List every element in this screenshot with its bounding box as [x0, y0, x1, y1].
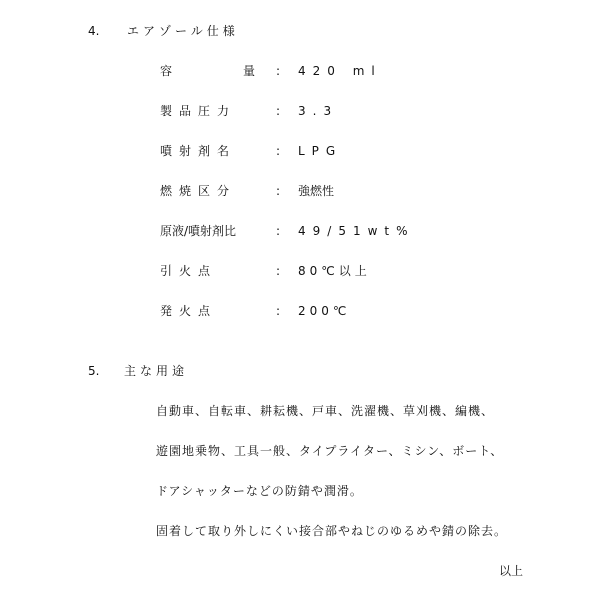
spec-propellant-label: 噴射剤名: [160, 144, 237, 158]
spec-capacity-label-b: 量: [243, 64, 256, 78]
spec-pressure-value: 3.3: [298, 104, 339, 118]
spec-ignition-colon: :: [276, 304, 281, 318]
section4-title: エアゾール仕様: [127, 24, 239, 38]
spec-ratio-label: 原液/噴射剤比: [160, 224, 237, 238]
usage-line-3: ドアシャッターなどの防錆や潤滑。: [156, 484, 363, 498]
spec-combustion-colon: :: [276, 184, 281, 198]
usage-line-1: 自動車、自転車、耕耘機、戸車、洗濯機、草刈機、編機、: [156, 404, 495, 418]
usage-line-4: 固着して取り外しにくい接合部やねじのゆるめや錆の除去。: [156, 524, 508, 538]
section5-number: 5.: [88, 364, 100, 378]
spec-pressure-colon: :: [276, 104, 281, 118]
spec-propellant-colon: :: [276, 144, 281, 158]
usage-line-2: 遊園地乗物、工具一般、タイプライター、ミシン、ボート、: [156, 444, 504, 458]
section5-title: 主な用途: [124, 364, 189, 378]
closing-mark: 以上: [499, 564, 524, 578]
spec-flash-label: 引火点: [160, 264, 218, 278]
spec-flash-value: 80℃以上: [298, 264, 371, 278]
spec-flash-colon: :: [276, 264, 281, 278]
spec-propellant-value: LPG: [298, 144, 343, 158]
spec-ignition-label: 発火点: [160, 304, 218, 318]
spec-combustion-value: 強燃性: [298, 184, 335, 198]
spec-combustion-label: 燃焼区分: [160, 184, 237, 198]
spec-ratio-colon: :: [276, 224, 281, 238]
spec-pressure-label: 製品圧力: [160, 104, 237, 118]
spec-ratio-value: 49/51wt%: [298, 224, 415, 238]
spec-capacity-value: 420 ml: [298, 64, 382, 78]
spec-capacity-label-a: 容: [160, 64, 173, 78]
spec-ignition-value: 200℃: [298, 304, 351, 318]
section4-number: 4.: [88, 24, 100, 38]
spec-capacity-colon: :: [276, 64, 281, 78]
